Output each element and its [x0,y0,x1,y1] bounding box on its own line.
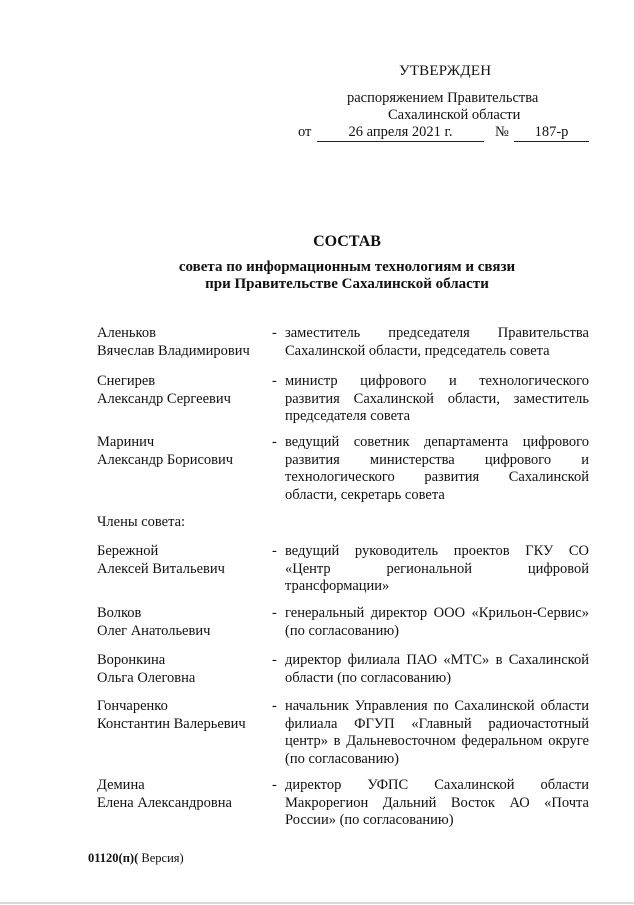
member-given-names: Константин Валерьевич [97,715,246,732]
dash-separator: - [272,543,277,559]
member-name [97,652,267,687]
member-entry [97,652,589,688]
member-surname: Бережной [97,543,159,559]
member-name [97,543,267,578]
member-role: генеральный директор ООО «Крильон-Сервис» (по согласованию) [285,605,589,639]
member-role: директор УФПС Сахалинской области Макрорегион Дальний Восток АО «Почта России» (по согласованию) [285,777,589,828]
dash-separator: - [272,698,277,714]
member-given-names: Ольга Олеговна [97,669,196,686]
member-surname: Воронкина [97,652,166,668]
approval-number-label: № [495,124,509,140]
approval-from-label: от [298,124,312,140]
approval-date: 26 апреля 2021 г. [317,124,484,142]
dash-separator: - [272,652,277,668]
member-entry [97,325,589,361]
dash-separator: - [272,325,277,341]
member-name [97,777,267,812]
member-given-names: Алексей Витальевич [97,560,225,577]
document-title: СОСТАВ [313,233,381,250]
scan-edge-line [0,902,634,904]
member-surname: Снегирев [97,373,156,389]
member-role: заместитель председателя Правительства Сахалинской области, председатель совета [285,325,589,359]
dash-separator: - [272,777,277,793]
dash-separator: - [272,605,277,621]
member-given-names: Елена Александровна [97,794,232,811]
member-entry [97,777,589,830]
member-given-names: Александр Борисович [97,451,234,468]
member-role: ведущий руководитель проектов ГКУ СО «Центр региональной цифровой трансформации» [285,543,589,594]
member-given-names: Александр Сергеевич [97,390,231,407]
members-section-label: Члены совета: [97,514,186,530]
member-role: директор филиала ПАО «МТС» в Сахалинской области (по согласованию) [285,652,589,686]
approval-line-2: Сахалинской области [388,107,521,123]
dash-separator: - [272,434,277,450]
member-surname: Маринич [97,434,155,450]
approval-line-1: распоряжением Правительства [347,90,539,106]
document-footer-code [88,851,184,866]
member-surname: Гончаренко [97,698,168,714]
member-name [97,698,267,733]
member-entry [97,698,589,769]
member-entry [97,373,589,426]
member-entry [97,434,589,505]
document-subtitle-line-1: совета по информационным технологиям и связи [178,259,516,275]
footer-version: Версия) [138,851,184,865]
dash-separator: - [272,373,277,389]
member-surname: Аленьков [97,325,156,341]
member-role: ведущий советник департамента цифрового развития министерства цифрового и технологического развития Сахалинской области, секретарь совета [285,434,589,503]
member-surname: Волков [97,605,142,621]
member-role: министр цифрового и технологического развития Сахалинской области, заместитель председателя совета [285,373,589,424]
member-given-names: Вячеслав Владимирович [97,342,250,359]
member-role: начальник Управления по Сахалинской области филиала ФГУП «Главный радиочастотный центр» в Дальневосточном федеральном округе (по согласованию) [285,698,589,767]
footer-code: 01120(п)( [88,851,139,865]
approval-number: 187-р [514,124,589,142]
document-subtitle-line-2: при Правительстве Сахалинской области [205,276,489,292]
member-name [97,325,267,360]
member-name [97,605,267,640]
member-entry [97,605,589,641]
member-given-names: Олег Анатольевич [97,622,211,639]
member-name [97,373,267,408]
approval-title: УТВЕРЖДЕН [399,63,492,79]
member-name [97,434,267,469]
member-entry [97,543,589,596]
member-surname: Демина [97,777,145,793]
